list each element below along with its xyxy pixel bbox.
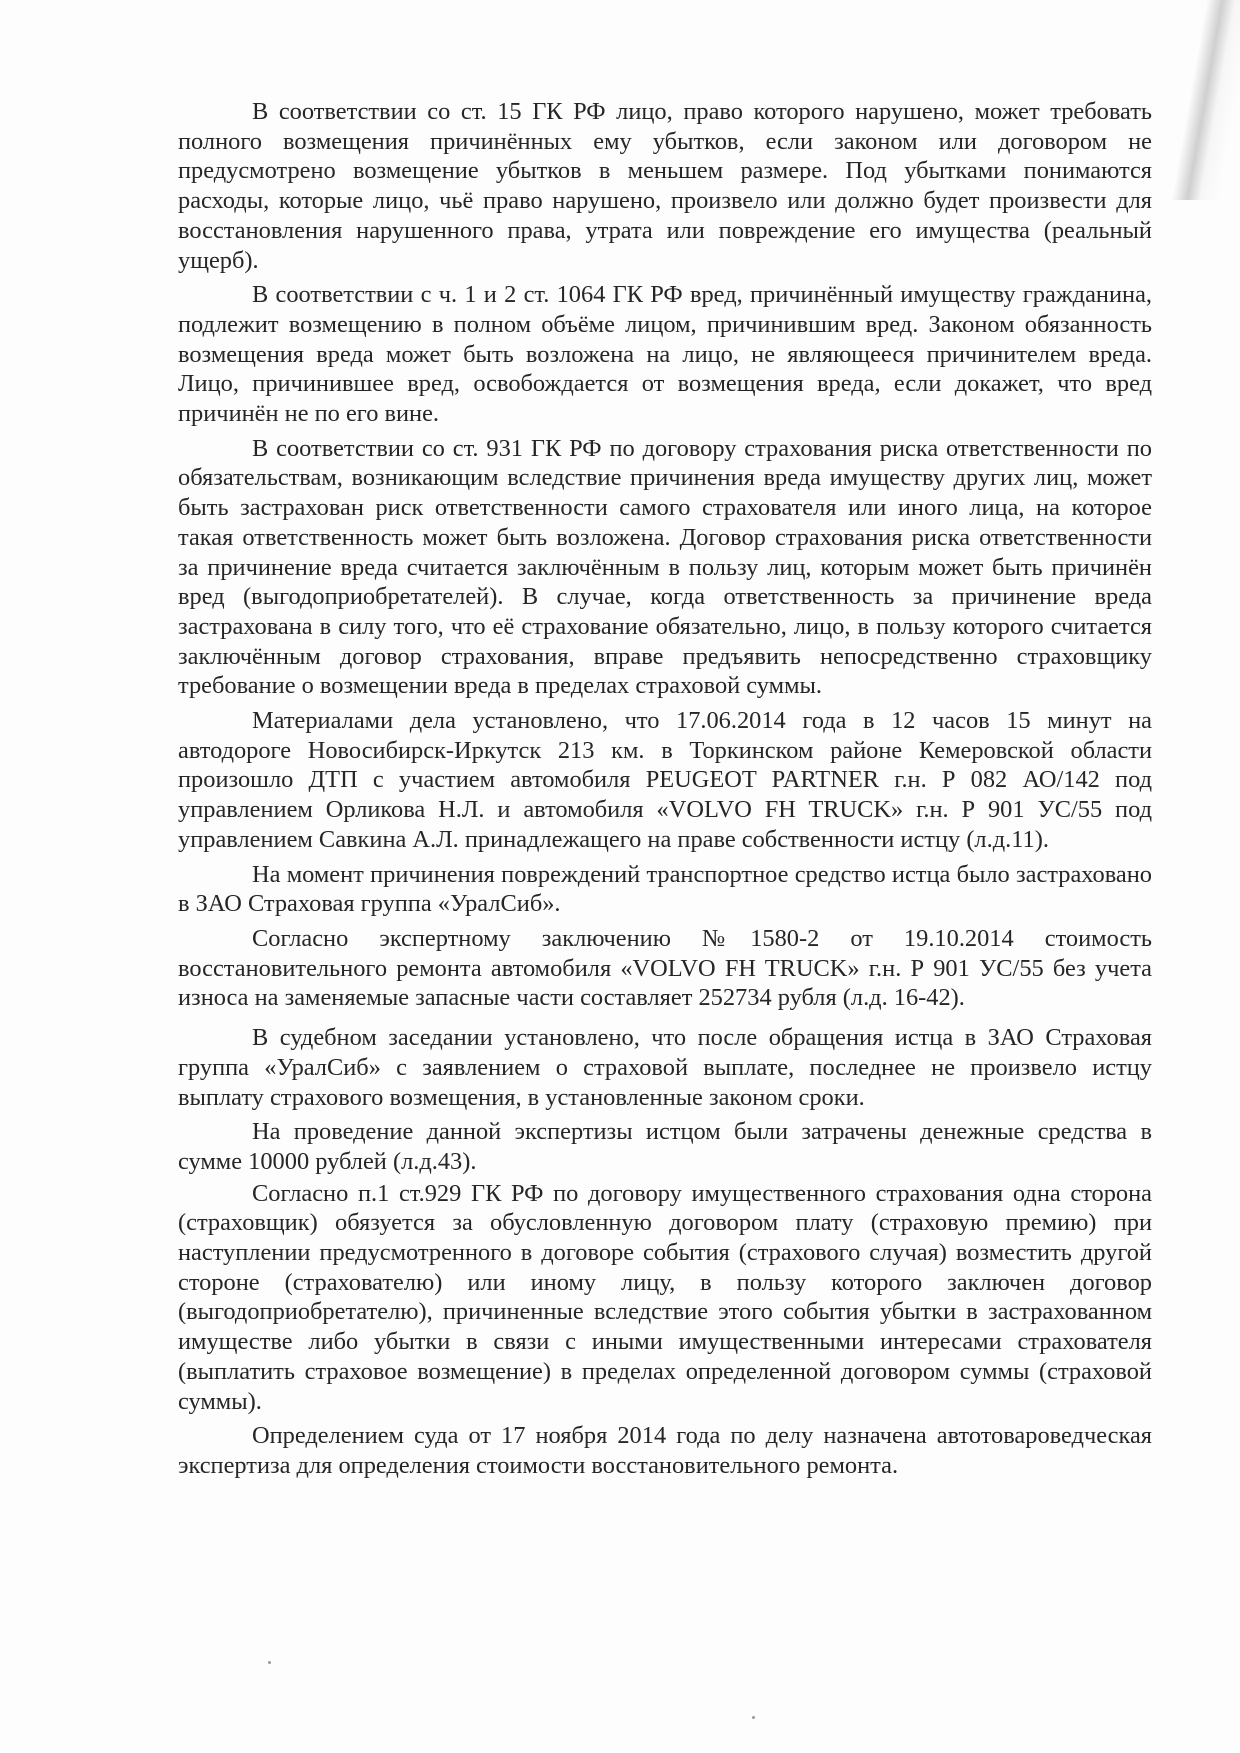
- scan-speck: [268, 1661, 271, 1664]
- document-body: [178, 97, 1152, 1486]
- paragraph-4: Материалами дела установлено, что 17.06.2014 года в 12 часов 15 минут на автодороге Новосибирск-Иркутск 213 км. в Торкинском районе Кемеровской области произошло ДТП с участием автомобиля PEUGEOT PARTNER г.н. Р 082 АО/142 под управлением Орликова Н.Л. и автомобиля «VOLVO FH TRUCK» г.н. Р 901 УС/55 под управлением Савкина А.Л. принадлежащего на праве собственности истцу (л.д.11).: [178, 707, 1152, 853]
- paragraph-8: На проведение данной экспертизы истцом были затрачены денежные средства в сумме 10000 рублей (л.д.43).: [178, 1118, 1152, 1175]
- paragraph-1: В соответствии со ст. 15 ГК РФ лицо, право которого нарушено, может требовать полного возмещения причинённых ему убытков, если законом или договором не предусмотрено возмещение убытков в меньшем размере. Под убытками понимаются расходы, которые лицо, чьё право нарушено, произвело или должно будет произвести для восстановления нарушенного права, утрата или повреждение его имущества (реальный ущерб).: [178, 98, 1152, 274]
- scan-speck: [752, 1716, 755, 1719]
- paragraph-7: В судебном заседании установлено, что после обращения истца в ЗАО Страховая группа «УралСиб» с заявлением о страховой выплате, последнее не произвело истцу выплату страхового возмещения, в установленные законом сроки.: [178, 1024, 1152, 1111]
- paragraph-5: На момент причинения повреждений транспортное средство истца было застраховано в ЗАО Страховая группа «УралСиб».: [178, 860, 1152, 918]
- paragraph-9: Согласно п.1 ст.929 ГК РФ по договору имущественного страхования одна сторона (страховщик) обязуется за обусловленную договором плату (страховую премию) при наступлении предусмотренного в договоре события (страхового случая) возместить другой стороне (страхователю) или иному лицу, в пользу которого заключен договор (выгодоприобретателю), причиненные вследствие этого события убытки в застрахованном имуществе либо убытки в связи с иными имущественными интересами страхователя (выплатить страховое возмещение) в пределах определенной договором суммы (страховой суммы).: [178, 1179, 1152, 1415]
- paragraph-2: В соответствии с ч. 1 и 2 ст. 1064 ГК РФ вред, причинённый имуществу гражданина, подлежит возмещению в полном объёме лицом, причинившим вред. Законом обязанность возмещения вреда может быть возложена на лицо, не являющееся причинителем вреда. Лицо, причинившее вред, освобождается от возмещения вреда, если докажет, что вред причинён не по его вине.: [178, 281, 1152, 428]
- scan-edge-shadow: [1170, 0, 1240, 200]
- paragraph-10: Определением суда от 17 ноября 2014 года по делу назначена автотовароведческая экспертиза для определения стоимости восстановительного ремонта.: [178, 1422, 1152, 1479]
- paragraph-6: Согласно экспертному заключению №1580-2 от 19.10.2014 стоимость восстановительного ремонта автомобиля «VOLVO FH TRUCK» г.н. Р 901 УС/55 без учета износа на заменяемые запасные части составляет 252734 рубля (л.д. 16-42).: [178, 924, 1152, 1012]
- paragraph-3: В соответствии со ст. 931 ГК РФ по договору страхования риска ответственности по обязательствам, возникающим вследствие причинения вреда имуществу других лиц, может быть застрахован риск ответственности самого страхователя или иного лица, на которое такая ответственность может быть возложена. Договор страхования риска ответственности за причинение вреда считается заключённым в пользу лиц, которым может быть причинён вред (выгодоприобретателей). В случае, когда ответственность за причинение вреда застрахована в силу того, что её страхование обязательно, лицо, в пользу которого считается заключённым договор страхования, вправе предъявить непосредственно страховщику требование о возмещении вреда в пределах страховой суммы.: [178, 434, 1152, 700]
